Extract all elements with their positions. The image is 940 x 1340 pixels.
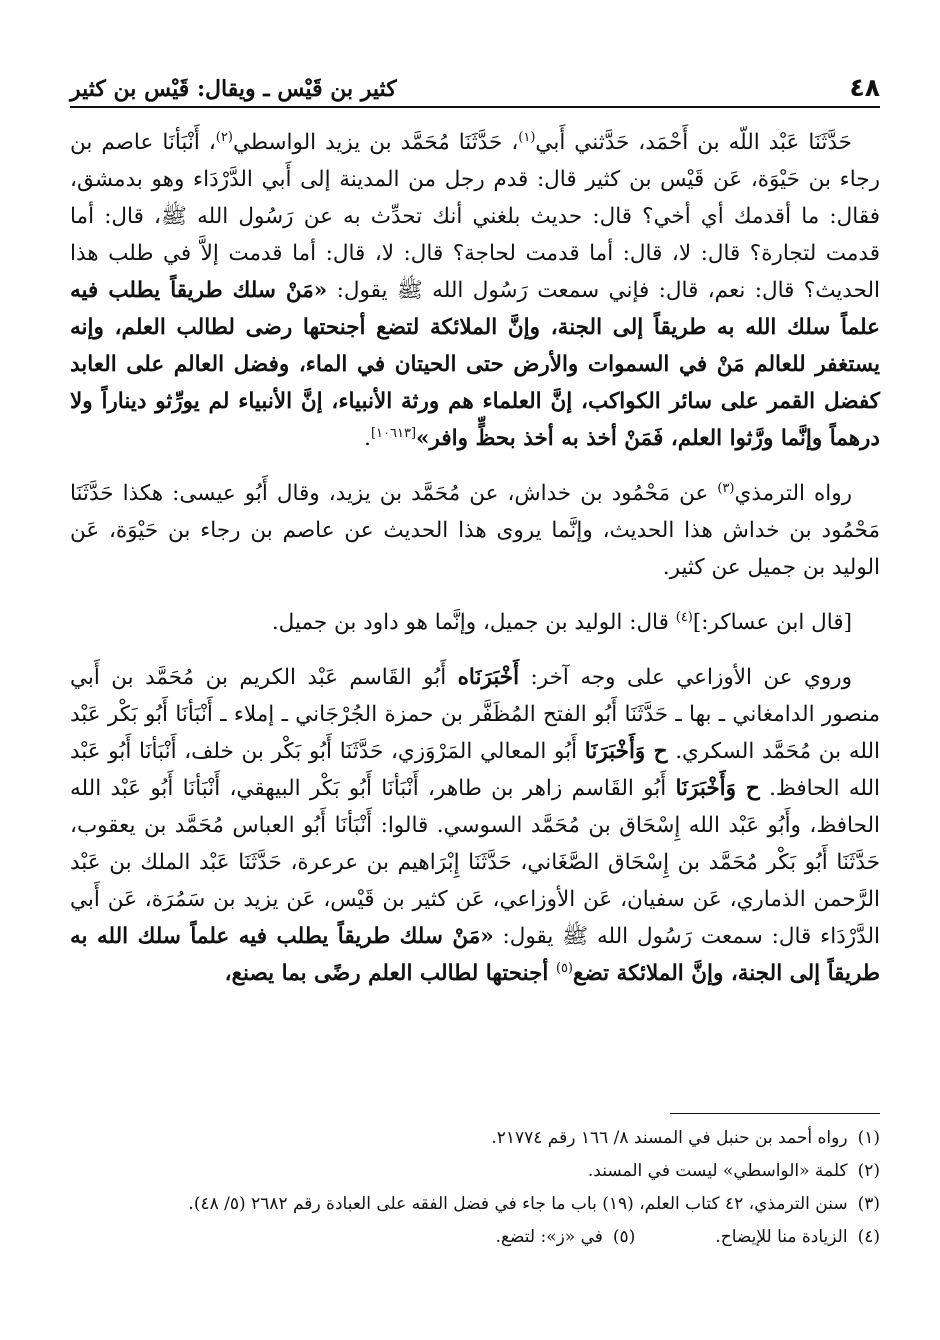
bold-text: «مَنْ سلك طريقاً يطلب فيه علماً سلك الله به طريقاً إلى الجنة، وإنَّ الملائكة تضع — [70, 924, 880, 986]
text-segment: ، حَدَّثَنَا مُحَمَّد بن يزيد الواسطي — [232, 130, 519, 155]
footnote-number: (٢) — [857, 1161, 880, 1181]
footnote-text: الزيادة منا للإيضاح. — [715, 1227, 848, 1247]
text-segment: حَدَّثَنَا عَبْد اللّه بن أَحْمَد، حَدَّثني أَبي — [535, 130, 852, 155]
main-text — [70, 124, 880, 1010]
text-segment: عن مَحْمُود بن خداش، عن مُحَمَّد بن يزيد، وقال أَبُو عيسى: هكذا حَدَّثَنَا مَحْمُود بن خداش هذا الحديث، وإنَّما يروى هذا الحديث عن عاصم بن رجاء بن حَيْوَة، عَن الوليد بن جميل عن كثير. — [70, 481, 880, 580]
paragraph — [70, 604, 880, 641]
text-segment: أَبُو القَاسم عَبْد الكريم بن مُحَمَّد بن أَبي منصور الدامغاني ـ بها ـ حَدَّثَنَا أَبُو الفتح المُظَفَّر بن حمزة الجُرْجَاني ـ إملاء ـ أَنْبَأنَا أَبُو بَكْر عَبْد الله بن مُحَمَّد السكري. — [70, 665, 880, 764]
footnote-marker: (٤) — [675, 609, 693, 625]
text-segment: أَبُو القَاسم زاهر بن طاهر، أَنْبَأنَا أَبُو بَكْر البيهقي، أَنْبَأنَا أَبُو عَبْد الله الحافظ، وأَبُو عَبْد الله إِسْحَاق بن مُحَمَّد السوسي. قالوا: أَنْبَأنَا أَبُو العباس مُحَمَّد بن يعقوب، حَدَّثَنَا أَبُو بَكْر مُحَمَّد بن إِسْحَاق الصَّغَاني، حَدَّثَنَا إِبْرَاهيم بن عرعرة، حَدَّثَنَا عَبْد الملك بن عَبْد الرَّحمن الذماري، عَن سفيان، عَن الأوزاعي، عَن كثير بن قَيْس، عَن يزيد بن سَمُرَة، عَن أَبي الدَّرْدَاء قال: سمعت رَسُول الله ﷺ يقول: — [70, 776, 880, 949]
footnote-text: سنن الترمذي، ٤٢ كتاب العلم، (١٩) باب ما جاء في فضل الفقه على العبادة رقم ٢٦٨٢ (٥/ ٤٨). — [188, 1194, 848, 1214]
paragraph — [70, 659, 880, 992]
footnote-3 — [70, 1188, 880, 1221]
footnote-number: (٤) — [857, 1227, 880, 1247]
text-segment: وروي عن الأوزاعي على وجه آخر: — [519, 665, 853, 690]
page-header — [70, 62, 880, 102]
footnote-number: (٥) — [612, 1227, 636, 1247]
footnote-2 — [70, 1155, 880, 1188]
running-title: كثير بن قَيْس ـ ويقال: قَيْس بن كثير — [70, 76, 397, 102]
footnote-marker: (١) — [518, 129, 536, 145]
footnote-number: (٣) — [857, 1194, 880, 1214]
text-segment: . — [364, 426, 371, 451]
text-segment: ، أَنْبَأنَا عاصم بن رجاء بن حَيْوَة، عَن قَيْس بن كثير قال: قدم رجل من المدينة إلى أَبي الدَّرْدَاء وهو بدمشق، فقال: ما أقدمك أي أخي؟ قال: حديث بلغني أنك تحدِّث به عن رَسُول الله ﷺ، قال: أما قدمت لتجارة؟ قال: لا، قال: أما قدمت لحاجة؟ قال: لا، قال: أما قدمت إلاَّ في طلب هذا الحديث؟ قال: نعم، قال: فإني سمعت رَسُول الله ﷺ يقول: — [70, 130, 880, 303]
footnotes — [70, 1122, 880, 1254]
footnote-text: كلمة «الواسطي» ليست في المسند. — [587, 1161, 848, 1181]
bold-text: ح وَأَخْبَرَنَا — [584, 739, 668, 764]
footnote-marker: [١٠٦١٣] — [370, 425, 417, 441]
footnote-rule — [670, 1113, 880, 1114]
header-rule — [70, 106, 880, 108]
footnote-5 — [496, 1221, 636, 1254]
paragraph — [70, 124, 880, 457]
footnote-marker: (٥) — [555, 960, 573, 976]
text-segment: [قال ابن عساكر:] — [692, 610, 852, 635]
footnote-4 — [70, 1221, 880, 1254]
text-segment: رواه الترمذي — [734, 481, 853, 506]
bold-text: ح وَأَخْبَرَنَا — [675, 776, 760, 801]
footnote-text: رواه أحمد بن حنبل في المسند ٨/ ١٦٦ رقم ٢١٧٧٤. — [491, 1128, 848, 1148]
text-segment: أَبُو المعالي المَرْوَزي، حَدَّثَنَا أَبُو بَكْر بن خلف، أَنْبَأنَا أَبُو عَبْد الله الحافظ. — [70, 739, 881, 801]
bold-text: أَخْبَرَنَاه — [457, 665, 520, 690]
bold-text: «مَنْ سلك طريقاً يطلب فيه علماً سلك الله به طريقاً إلى الجنة، وإنَّ الملائكة لتضع أجنحتها رضى لطالب العلم، وإنه يستغفر للعالم مَنْ في السموات والأرض حتى الحيتان في الماء، وفضل العالم على العابد كفضل القمر على سائر الكواكب، إنَّ العلماء هم ورثة الأنبياء، إنَّ الأنبياء لم يورِّثو ديناراً ولا درهماً وإنَّما ورَّثوا العلم، فَمَنْ أخذ به أخذ بحظٍّ وافر» — [70, 278, 880, 451]
bold-text: أجنحتها لطالب العلم رضًى بما يصنع، — [224, 961, 556, 986]
page-number: ٤٨ — [849, 73, 880, 102]
footnote-marker: (٢) — [215, 129, 233, 145]
footnote-1 — [70, 1122, 880, 1155]
footnote-text: في «ز»: لتضع. — [495, 1227, 603, 1247]
paragraph — [70, 475, 880, 586]
footnote-marker: (٣) — [717, 480, 735, 496]
text-segment: قال: الوليد بن جميل، وإنَّما هو داود بن جميل. — [271, 610, 676, 635]
footnote-number: (١) — [857, 1128, 880, 1148]
